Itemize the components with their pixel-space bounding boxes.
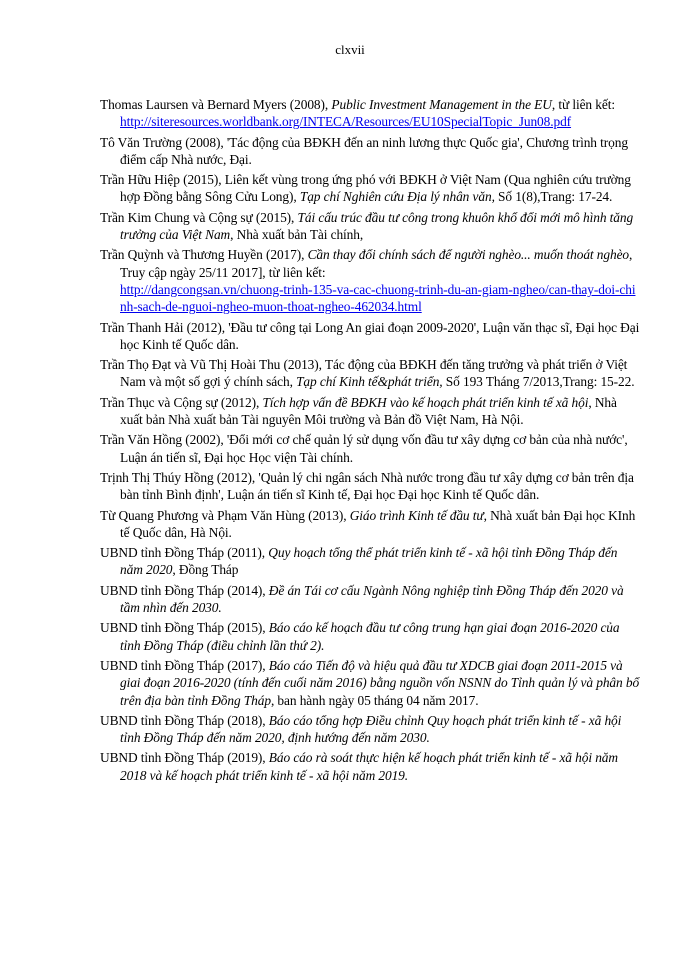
reference-text: UBND tỉnh Đồng Tháp (2015), bbox=[100, 620, 269, 636]
reference-text: Trần Văn Hồng (2002), 'Đổi mới cơ chế quản lý sử dụng vốn đầu tư xây dựng cơ bản của nhà nước', Luận án tiến sĩ, Đại học Học viện Tài chính. bbox=[100, 432, 628, 465]
reference-item bbox=[100, 356, 640, 391]
reference-item bbox=[100, 712, 640, 747]
reference-list bbox=[100, 96, 640, 787]
reference-text-after: , Nhà xuất bản Đại học KInh tế Quốc dân, Hà Nội. bbox=[120, 507, 636, 540]
reference-text: UBND tỉnh Đồng Tháp (2011), bbox=[100, 545, 269, 561]
reference-text: Trịnh Thị Thúy Hồng (2012), 'Quản lý chi ngân sách Nhà nước trong đầu tư xây dựng cơ bản trên địa bàn tỉnh Bình định', Luận án tiến sĩ Kinh tế, Đại học Đại học Kinh tế Quốc dân. bbox=[100, 469, 634, 503]
reference-text-after: , từ liên kết: bbox=[551, 97, 615, 112]
reference-title: Public Investment Management in the EU bbox=[331, 97, 552, 112]
reference-title: Báo cáo Tiến độ và hiệu quả đầu tư XDCB giai đoạn 2011-2015 và giai đoạn 2016-2020 (tính đến cuối năm 2016) bằng nguồn vốn NSNN do Tỉnh quản lý và phân bổ trên địa bàn tỉnh Đồng Tháp bbox=[120, 657, 640, 708]
reference-item bbox=[100, 544, 640, 579]
reference-item bbox=[100, 507, 640, 542]
reference-item bbox=[100, 134, 640, 169]
reference-text: Trần Kim Chung và Cộng sự (2015), bbox=[100, 209, 298, 225]
reference-item bbox=[100, 171, 640, 206]
reference-item bbox=[100, 582, 640, 617]
reference-title: Đề án Tái cơ cấu Ngành Nông nghiệp tỉnh Đồng Tháp đến 2020 và tầm nhìn đến 2030. bbox=[120, 582, 624, 616]
reference-text-after: , ban hành ngày 05 tháng 04 năm 2017. bbox=[270, 692, 479, 708]
reference-text: Tô Văn Trường (2008), 'Tác động của BĐKH đến an ninh lương thực Quốc gia', Chương trình trọng điểm cấp Nhà nước, Đại. bbox=[100, 134, 628, 167]
reference-title: Cần thay đổi chính sách để người nghèo... muốn thoát nghèo bbox=[307, 247, 630, 263]
reference-text: Từ Quang Phương và Phạm Văn Hùng (2013), bbox=[100, 507, 350, 523]
reference-title: Tích hợp vấn đề BĐKH vào kế hoạch phát triển kinh tế xã hội bbox=[262, 394, 589, 410]
reference-item bbox=[100, 469, 640, 504]
reference-text-after: , Nhà xuất bản Tài chính, bbox=[230, 227, 364, 243]
reference-text: Trần Thục và Cộng sự (2012), bbox=[100, 394, 263, 410]
reference-item bbox=[100, 246, 640, 315]
reference-text: Trần Thanh Hải (2012), 'Đầu tư công tại Long An giai đoạn 2009-2020', Luận văn thạc sĩ, Đại học Đại học Kinh tế Quốc dân. bbox=[100, 319, 640, 352]
reference-text: UBND tỉnh Đồng Tháp (2014), bbox=[100, 582, 269, 598]
reference-item bbox=[100, 394, 640, 429]
reference-text: Trần Hữu Hiệp (2015), Liên kết vùng trong ứng phó với BĐKH ở Việt Nam (Qua nghiên cứu trường hợp Đồng bằng Sông Cửu Long), bbox=[100, 172, 631, 205]
reference-title: Tái cấu trúc đầu tư công trong khuôn khổ đổi mới mô hình tăng trưởng của Việt Nam bbox=[120, 209, 634, 243]
reference-text-after: Số 193 Tháng 7/2013,Trang: 15-22. bbox=[442, 374, 635, 390]
reference-title: Quy hoạch tổng thể phát triển kinh tế - xã hội tỉnh Đồng Tháp đến năm 2020 bbox=[120, 545, 618, 578]
reference-item bbox=[100, 96, 640, 131]
reference-text: Thomas Laursen và Bernard Myers (2008), bbox=[100, 97, 332, 112]
reference-link[interactable]: http://dangcongsan.vn/chuong-trinh-135-va-cac-chuong-trinh-du-an-giam-ngheo/can-thay-doi-chinh-sach-de-nguoi-ngheo-muon-thoat-ngheo-462034.html bbox=[120, 281, 636, 315]
reference-text: Trần Quỳnh và Thương Huyền (2017), bbox=[100, 247, 308, 263]
reference-title: Báo cáo rà soát thực hiện kế hoạch phát triển kinh tế - xã hội năm 2018 và kế hoạch phát triển kinh tế - xã hội năm 2019. bbox=[120, 750, 618, 783]
reference-text-after: , Nhà xuất bản Nhà xuất bản Tài nguyên Môi trường và Bản đồ Việt Nam, Hà Nội. bbox=[120, 394, 617, 428]
reference-link[interactable]: http://siteresources.worldbank.org/INTECA/Resources/EU10SpecialTopic_Jun08.pdf bbox=[120, 114, 572, 130]
reference-title: Báo cáo tổng hợp Điều chỉnh Quy hoạch phát triển kinh tế - xã hội tỉnh Đồng Tháp đến năm 2020, định hướng đến năm 2030. bbox=[120, 712, 622, 746]
reference-title: Báo cáo kế hoạch đầu tư công trung hạn giai đoạn 2016-2020 của tỉnh Đồng Tháp (điều chỉnh lần thứ 2). bbox=[120, 620, 620, 653]
reference-item bbox=[100, 431, 640, 466]
reference-title: Giáo trình Kinh tế đầu tư bbox=[349, 507, 484, 523]
reference-text: UBND tỉnh Đồng Tháp (2018), bbox=[100, 712, 269, 728]
reference-text-after: , Truy cập ngày 25/11 2017], từ liên kết: bbox=[120, 247, 633, 280]
reference-text-after: Số 1(8),Trang: 17-24. bbox=[494, 189, 613, 205]
reference-item bbox=[100, 749, 640, 784]
reference-title: Tạp chí Nghiên cứu Địa lý nhân văn, bbox=[299, 189, 495, 205]
reference-item bbox=[100, 209, 640, 244]
reference-item bbox=[100, 319, 640, 354]
reference-text-after: , Đồng Tháp bbox=[172, 562, 239, 578]
reference-text: UBND tỉnh Đồng Tháp (2017), bbox=[100, 657, 269, 673]
reference-title: Tạp chí Kinh tế&phát triển, bbox=[296, 374, 443, 390]
reference-item bbox=[100, 619, 640, 654]
page-number: clxvii bbox=[335, 42, 365, 57]
reference-text: UBND tỉnh Đồng Tháp (2019), bbox=[100, 750, 269, 766]
reference-item bbox=[100, 657, 640, 709]
reference-text: Trần Thọ Đạt và Vũ Thị Hoài Thu (2013), Tác động của BĐKH đến tăng trưởng và phát triển ở Việt Nam và một số gợi ý chính sách, bbox=[100, 357, 628, 390]
